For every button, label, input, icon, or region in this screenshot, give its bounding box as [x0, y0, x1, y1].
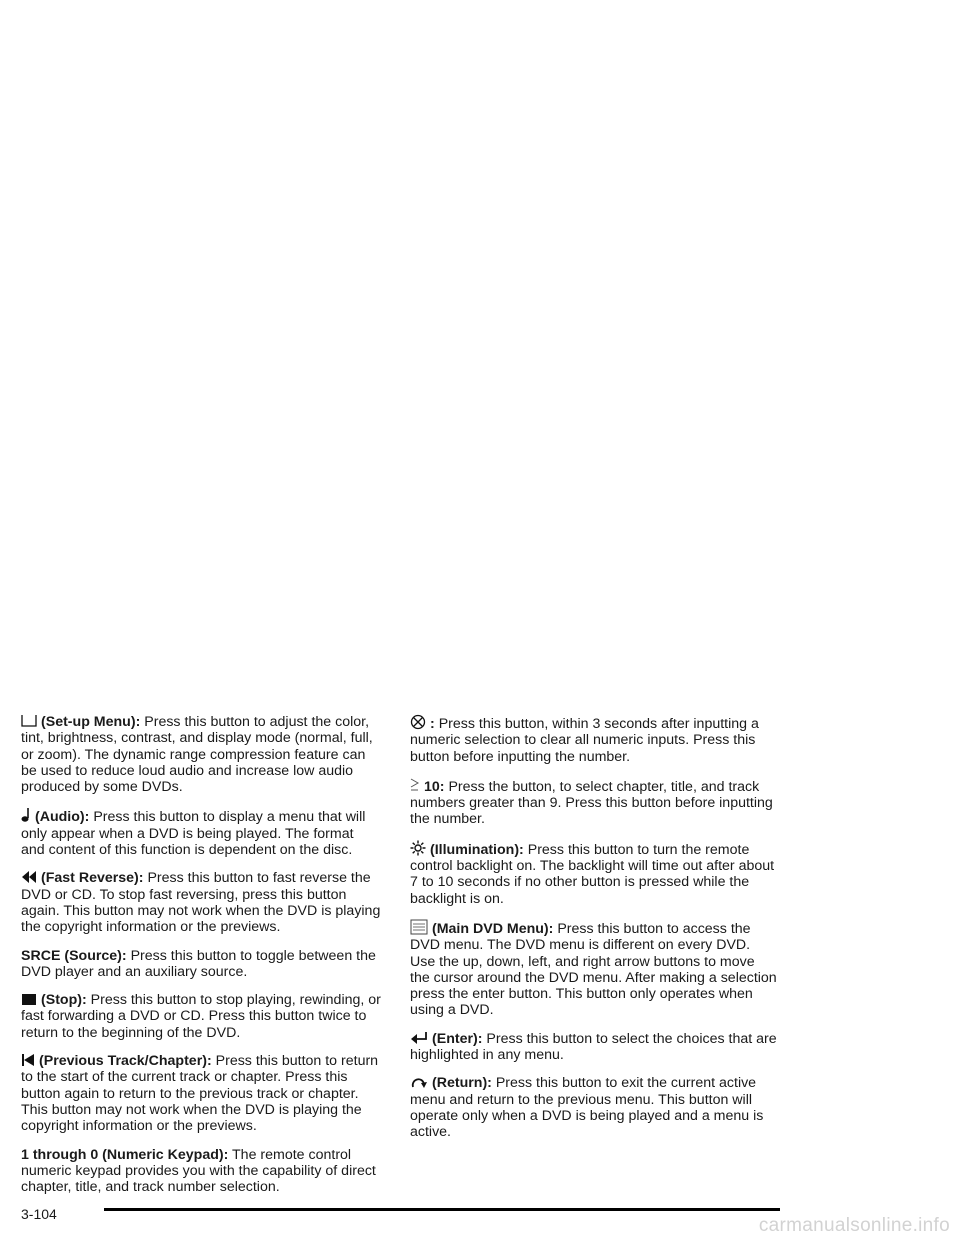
entry-term: (Main DVD Menu): — [432, 920, 554, 937]
stop-entry — [21, 992, 381, 1041]
audio-entry — [21, 807, 381, 858]
entry-text: Press this button to exit the current active menu and return to the previous menu. This button will operate only when a DVD is being played and a menu is active. — [410, 1075, 764, 1141]
entry-text: Press this button to toggle between the DVD player and an auxiliary source. — [21, 947, 376, 980]
entry-term: (Audio): — [35, 809, 90, 826]
entry-text: Press this button to return to the start of the current track or chapter. Press this button again to return to the previous track or chapter. This button may not work when the DVD is playing the copyright information or the previews. — [21, 1053, 379, 1135]
left-column — [21, 714, 381, 1207]
footer-divider — [104, 1208, 780, 1211]
fast-reverse-entry — [21, 870, 381, 935]
return-icon — [410, 1075, 428, 1089]
entry-text: The remote control numeric keypad provides you with the capability of direct chapter, title, and track number selection. — [21, 1146, 376, 1196]
entry-text: Press this button to turn the remote control backlight on. The backlight will time out after about 7 to 10 seconds if no other button is pressed while the backlight is on. — [410, 841, 775, 907]
entry-term: 1 through 0 (Numeric Keypad): — [21, 1146, 229, 1163]
ten-plus-entry — [410, 777, 778, 828]
entry-text: Press this button to adjust the color, tint, brightness, contrast, and display mode (normal, full, or zoom). The dynamic range compression feature can be used to reduce loud audio and increase low audio produced by some DVDs. — [21, 714, 373, 796]
watermark: carmanualsonline.info — [758, 1215, 950, 1236]
clear-entry — [410, 714, 778, 765]
entry-text: Press this button to select the choices that are highlighted in any menu. — [410, 1030, 777, 1064]
entry-term: : — [430, 716, 435, 732]
previous-track-entry — [21, 1053, 381, 1134]
setup-menu-entry — [21, 714, 381, 795]
source-entry — [21, 948, 381, 981]
audio-icon — [21, 807, 31, 823]
previous-track-icon — [21, 1053, 35, 1067]
entry-term: (Enter): — [432, 1030, 483, 1047]
entry-term: (Illumination): — [430, 841, 524, 858]
entry-text: Press this button to fast reverse the DVD or CD. To stop fast reversing, press this button again. This button may not work when the DVD is playing the copyright information or the previews. — [21, 870, 381, 936]
entry-term: (Previous Track/Chapter): — [39, 1053, 212, 1070]
fast-reverse-icon — [21, 870, 37, 884]
main-menu-icon — [410, 919, 428, 935]
clear-icon — [410, 714, 426, 730]
greater-equal-icon — [410, 777, 420, 793]
return-entry — [410, 1075, 778, 1140]
stop-icon — [21, 993, 37, 1006]
page-number: 3-104 — [21, 1206, 57, 1222]
entry-text: Press this button to display a menu that will only appear when a DVD is being played. The format and content of this function is dependent on the disc. — [21, 809, 366, 859]
entry-term: (Return): — [432, 1075, 492, 1092]
entry-term: (Stop): — [41, 992, 87, 1009]
entry-term: SRCE (Source): — [21, 947, 127, 964]
main-menu-entry — [410, 919, 778, 1019]
entry-text: Press this button to stop playing, rewinding, or fast forwarding a DVD or CD. Press this button twice to return to the beginning of the DVD. — [21, 992, 381, 1041]
illumination-entry — [410, 840, 778, 907]
entry-text: Press the button, to select chapter, title, and track numbers greater than 9. Press this button before inputting the number. — [410, 778, 773, 828]
entry-term: (Fast Reverse): — [41, 870, 144, 887]
entry-term: (Set-up Menu): — [41, 714, 141, 730]
enter-icon — [410, 1031, 428, 1045]
entry-text: Press this button to access the DVD menu. The DVD menu is different on every DVD. Use the up, down, left, and right arrow buttons to move the cursor around the DVD menu. After making a selection press the enter button. This button only operates when using a DVD. — [410, 920, 777, 1019]
enter-entry — [410, 1031, 778, 1064]
numeric-keypad-entry — [21, 1147, 381, 1196]
entry-term: 10: — [424, 778, 445, 795]
setup-menu-icon — [21, 714, 37, 728]
right-column — [410, 714, 778, 1153]
entry-text: Press this button, within 3 seconds after inputting a numeric selection to clear all numeric inputs. Press this button before inputting the number. — [410, 716, 759, 765]
illumination-icon — [410, 840, 426, 856]
